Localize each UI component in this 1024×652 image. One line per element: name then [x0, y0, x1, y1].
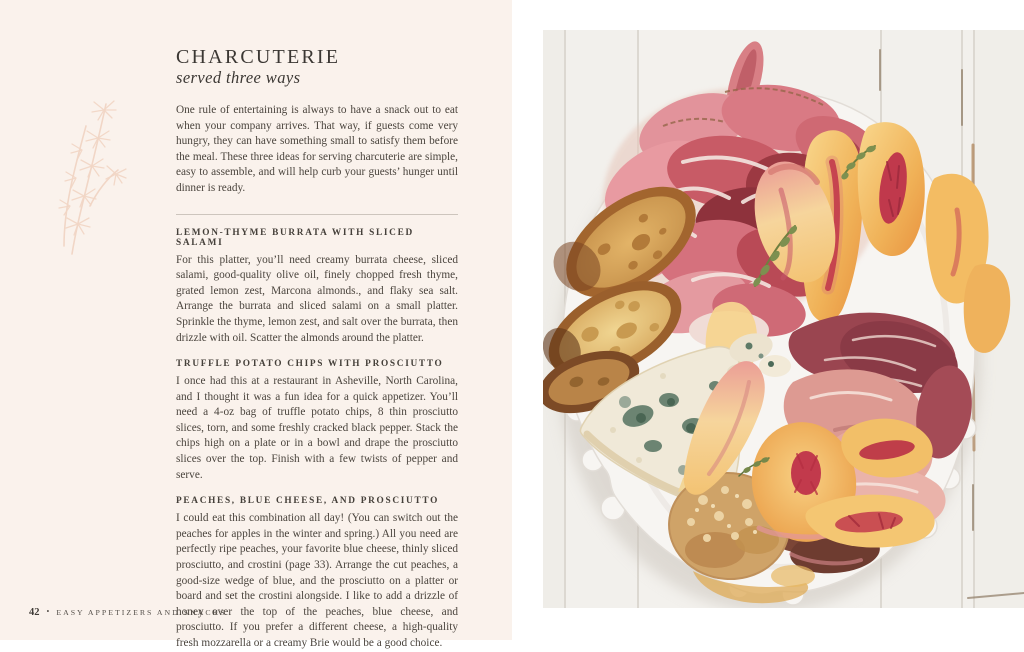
- page-footer: [29, 607, 227, 618]
- section-body-peaches: I could eat this combination all day! (You can switch out the peaches for apples in the winter and spring.) All you need are perfectly ripe peaches, your favorite blue cheese, thinly sliced prosciutto, and crostini (page 33). Arrange the cut peaches, a good-size wedge of blue, and the prosciutto on a platter or board and set the crostini alongside. I like to add a drizzle of honey over the top of the peaches, blue cheese, and prosciutto. If you prefer a different cheese, a high-quality fresh mozzarella or a creamy Brie would be a good choice.: [176, 512, 458, 649]
- section-body-truffle-chips: I once had this at a restaurant in Asheville, North Carolina, and I thought it was a fun idea for a quick appetizer. You’ll need a 4-oz bag of truffle potato chips, 8 thin prosciutto slices, torn, and some freshly cracked black pepper. Stack the chips high on a plate or in a bowl and drape the prosciutto slices over the top. Finish with a few twists of pepper and serve.: [176, 375, 458, 481]
- section-heading-burrata: LEMON-THYME BURRATA WITH SLICED SALAMI: [176, 227, 414, 248]
- section-body-burrata: For this platter, you’ll need creamy burrata cheese, sliced salami, good-quality olive oil, finely chopped fresh thyme, grated lemon zest, Marcona almonds., and flaky sea salt. Arrange the burrata and sliced salami on a small platter. Sprinkle the thyme, lemon zest, and salt over the burrata, then drizzle with oil. Scatter the almonds around the platter.: [176, 253, 458, 344]
- intro-paragraph: One rule of entertaining is always to have a snack out to eat when your company arrives. That way, if guests come very hungry, they can have something small to satisfy them before the meal. These three ideas for serving charcuterie are simple, easy to assemble, and will help curb your guests’ hunger until dinner is ready.: [176, 103, 458, 194]
- recipe-column: [176, 46, 458, 652]
- page-number: 42: [29, 607, 40, 618]
- page-title: CHARCUTERIE: [176, 46, 341, 68]
- charcuterie-photo: [543, 30, 1024, 608]
- footer-separator: •: [46, 607, 50, 616]
- footer-book-title: EASY APPETIZERS AND SNACKS: [56, 608, 227, 617]
- section-heading-truffle-chips: TRUFFLE POTATO CHIPS WITH PROSCIUTTO: [176, 359, 444, 370]
- page-subtitle: served three ways: [176, 68, 301, 87]
- left-page: [0, 0, 512, 649]
- section-heading-peaches: PEACHES, BLUE CHEESE, AND PROSCIUTTO: [176, 496, 440, 507]
- section-divider: [176, 214, 458, 215]
- right-page: [512, 0, 1024, 640]
- rosemary-sprig-illustration: [20, 86, 142, 258]
